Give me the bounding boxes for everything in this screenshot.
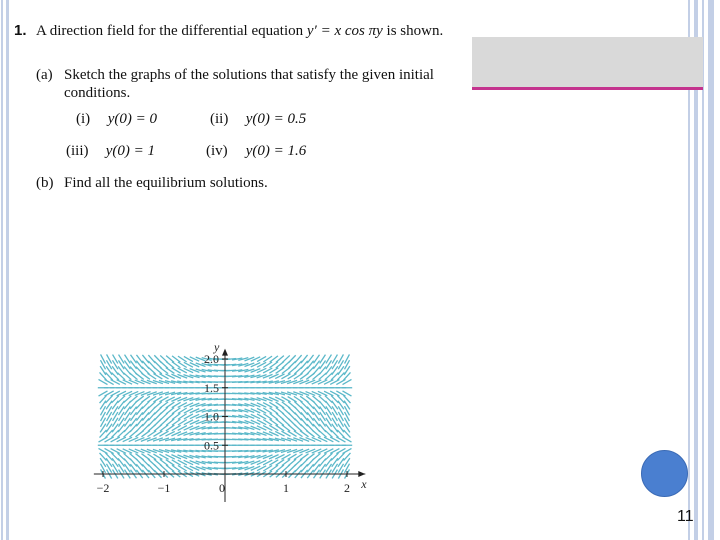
condition-iv bbox=[206, 142, 306, 160]
x-tick-label: −2 bbox=[96, 481, 110, 495]
problem-number: 1. bbox=[14, 22, 27, 39]
part-a-text: Sketch the graphs of the solutions that satisfy the given initial conditions. bbox=[64, 67, 434, 101]
part-b-label: (b) bbox=[36, 175, 54, 191]
x-tick-label: 2 bbox=[344, 481, 350, 495]
y-axis-label: y bbox=[214, 340, 220, 355]
problem-intro bbox=[36, 22, 466, 40]
condition-i bbox=[76, 110, 157, 128]
slide-decoration-circle bbox=[641, 450, 688, 497]
y-tick-label: 1.5 bbox=[204, 380, 219, 395]
x-tick-label: 1 bbox=[283, 481, 289, 495]
x-tick-label: −1 bbox=[157, 481, 171, 495]
title-placeholder-box bbox=[472, 37, 703, 87]
x-axis-label: x bbox=[361, 477, 367, 491]
condition-text: y(0) = 1.6 bbox=[245, 143, 307, 159]
y-tick-label: 1.0 bbox=[204, 409, 219, 424]
problem-intro-text: A direction field for the differential equation bbox=[36, 23, 304, 39]
condition-ii bbox=[210, 110, 306, 128]
condition-iii bbox=[66, 142, 155, 160]
condition-label: (iii) bbox=[66, 143, 89, 159]
right-border-rule-4 bbox=[708, 0, 714, 540]
direction-field-plot bbox=[88, 222, 388, 507]
y-tick-label: 0.5 bbox=[204, 438, 219, 453]
condition-label: (iv) bbox=[206, 143, 228, 159]
differential-equation: y′ = x cos πy bbox=[306, 23, 383, 39]
condition-label: (ii) bbox=[210, 111, 229, 127]
condition-label: (i) bbox=[76, 111, 91, 127]
y-tick-label: 2.0 bbox=[204, 352, 219, 366]
x-tick-label: 0 bbox=[219, 481, 225, 495]
left-border-rule-1 bbox=[1, 0, 3, 540]
left-border-rule-2 bbox=[6, 0, 9, 540]
title-accent-line bbox=[472, 87, 703, 90]
page-number: 11 bbox=[677, 508, 694, 525]
problem-intro-end: is shown. bbox=[386, 23, 444, 39]
condition-text: y(0) = 0 bbox=[107, 111, 158, 127]
condition-text: y(0) = 1 bbox=[105, 143, 156, 159]
part-a-label: (a) bbox=[36, 67, 53, 83]
condition-text: y(0) = 0.5 bbox=[245, 111, 307, 127]
y-axis-arrow bbox=[222, 349, 228, 356]
part-b-text: Find all the equilibrium solutions. bbox=[64, 175, 268, 191]
